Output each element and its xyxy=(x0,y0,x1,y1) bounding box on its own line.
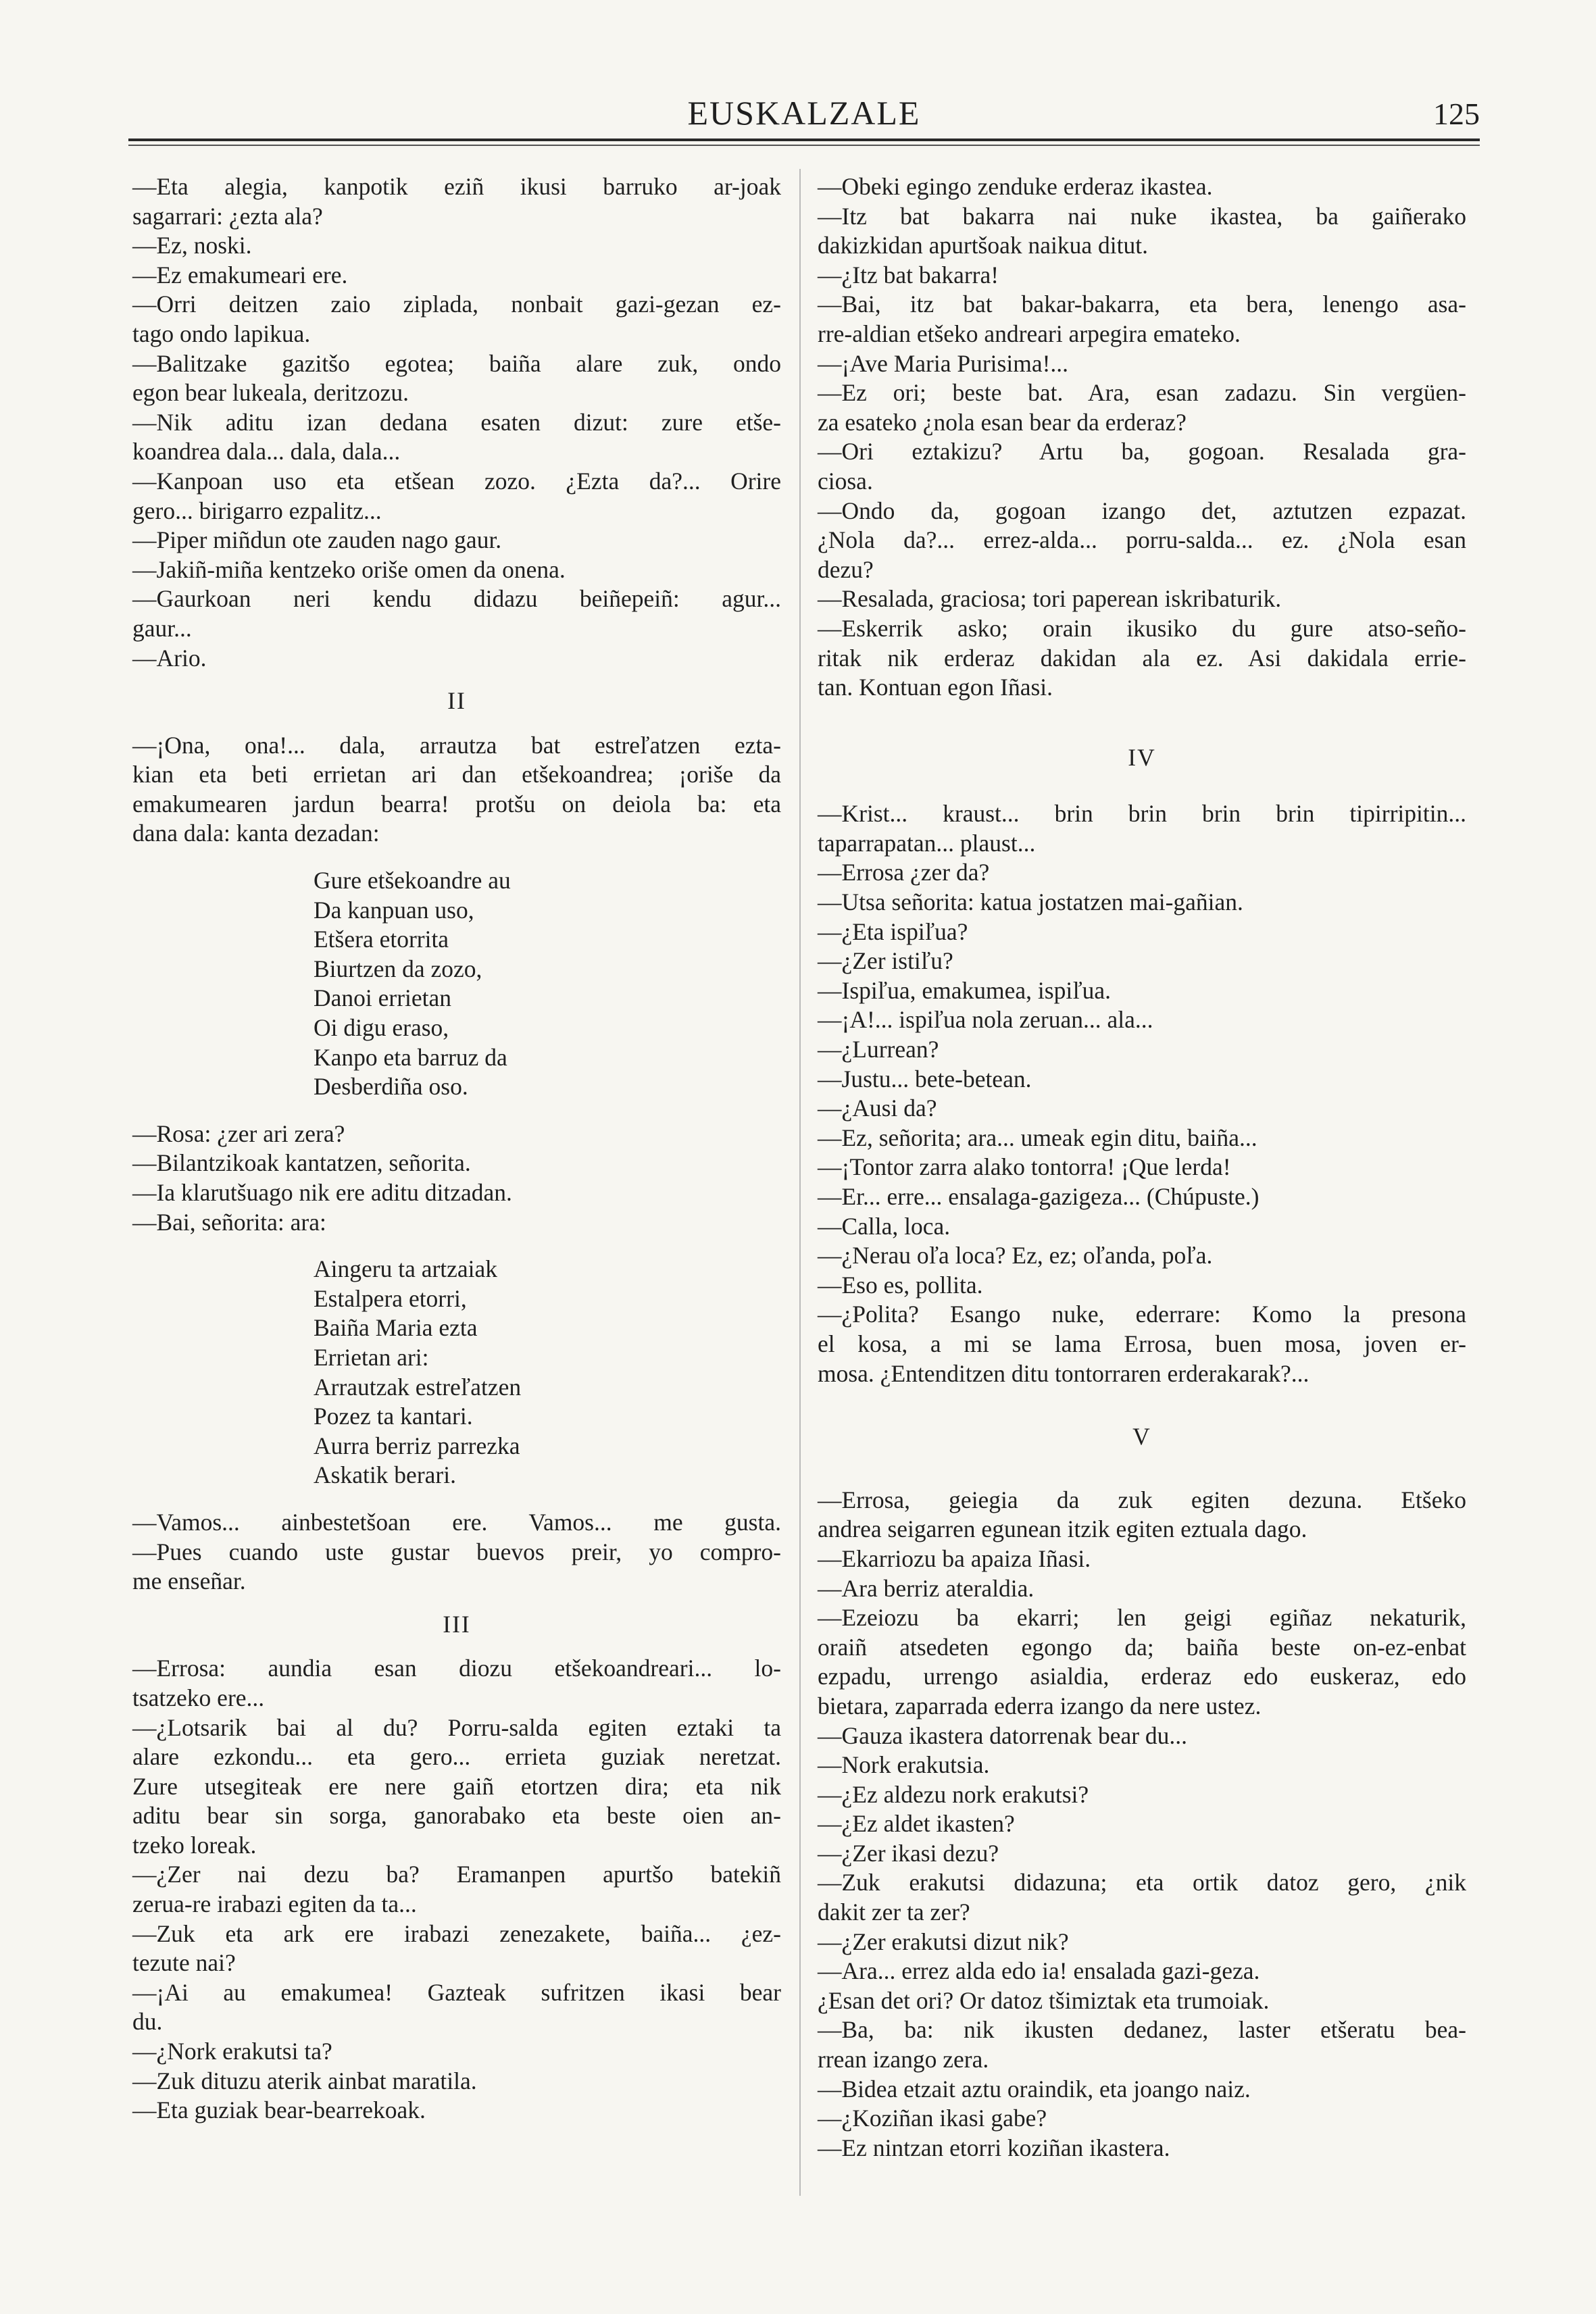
text-line: dezu? xyxy=(818,555,874,583)
text-line: —¡A!... ispiľua nola zeruan... ala... xyxy=(818,1006,1153,1034)
text-line: tsatzeko ere... xyxy=(132,1684,265,1711)
verse-line: Desberdiña oso. xyxy=(314,1073,468,1101)
text-line: —Ezeiozu ba ekarri; len geigi egiñaz nekaturik, xyxy=(818,1604,1466,1632)
text-line: —¿Zer istiľu? xyxy=(818,947,953,975)
text-line: —Ez, señorita; ara... umeak egin ditu, baiña... xyxy=(818,1124,1257,1151)
text-line: —¡Tontor zarra alako tontorra! ¡Que lerda! xyxy=(818,1153,1231,1181)
text-line: tzeko loreak. xyxy=(132,1831,257,1859)
text-line: sagarrari: ¿ezta ala? xyxy=(132,202,323,230)
text-line: —Er... erre... ensalaga-gazigeza... (Chúpuste.) xyxy=(818,1183,1260,1210)
text-line: —Ez ori; beste bat. Ara, esan zadazu. Sin vergüen- xyxy=(818,379,1466,407)
text-line: ciosa. xyxy=(818,467,873,495)
text-line: —Ez emakumeari ere. xyxy=(132,261,348,288)
text-line: —Ara... errez alda edo ia! ensalada gazi-geza. xyxy=(818,1957,1260,1985)
text-line: —Errosa, geiegia da zuk egiten dezuna. Etšeko xyxy=(818,1486,1466,1513)
verse-line: Askatik berari. xyxy=(314,1461,456,1489)
text-line: —¡Ai au emakumea! Gazteak sufritzen ikasi bear xyxy=(132,1978,781,2006)
text-line: dakizkidan apurtšoak naikua ditut. xyxy=(818,232,1148,259)
paragraph xyxy=(818,1486,1466,2163)
text-line: kian eta beti errietan ari dan etšekoandrea; ¡oriše da xyxy=(132,761,781,788)
verse-line: Aurra berriz parrezka xyxy=(314,1432,520,1459)
text-line: dana dala: kanta dezadan: xyxy=(132,820,380,847)
text-line: —Ispiľua, emakumea, ispiľua. xyxy=(818,976,1112,1004)
text-line: tezute nai? xyxy=(132,1949,236,1977)
text-line: —Eskerrik asko; orain ikusiko du gure atso-seño- xyxy=(818,614,1466,642)
text-line: —Bidea etzait aztu oraindik, eta joango naiz. xyxy=(818,2075,1251,2103)
text-line: —Ekarriozu ba apaiza Iñasi. xyxy=(818,1544,1091,1572)
text-line: —Balitzake gazitšo egotea; baiña alare zuk, ondo xyxy=(132,349,781,377)
text-line: taparrapatan... plaust... xyxy=(818,829,1036,857)
text-line: egon bear lukeala, deritzozu. xyxy=(132,379,409,407)
text-line: —Bai, señorita: ara: xyxy=(132,1208,326,1236)
paragraph xyxy=(132,731,781,849)
left-column xyxy=(132,172,781,2126)
verse-line: Etšera etorrita xyxy=(314,926,449,953)
text-line: —Bilantzikoak kantatzen, señorita. xyxy=(132,1149,471,1177)
text-line: —Pues cuando uste gustar buevos preir, yo compro- xyxy=(132,1538,781,1565)
text-line: —Rosa: ¿zer ari zera? xyxy=(132,1120,345,1147)
text-line: —¿Koziñan ikasi gabe? xyxy=(818,2105,1047,2132)
text-line: —¿Ez aldet ikasten? xyxy=(818,1810,1015,1838)
text-line: —Utsa señorita: katua jostatzen mai-gañian. xyxy=(818,888,1243,916)
verse xyxy=(132,1255,781,1490)
paragraph xyxy=(818,172,1466,703)
text-line: —Ez, noski. xyxy=(132,232,252,259)
section-heading: II xyxy=(447,687,466,715)
text-line: —Orri deitzen zaio ziplada, nonbait gazi-gezan ez- xyxy=(132,291,781,318)
text-line: —Jakiñ-miña kentzeko oriše omen da onena. xyxy=(132,555,566,583)
text-line: me enseñar. xyxy=(132,1567,246,1595)
page-number: 125 xyxy=(1433,97,1480,131)
paragraph xyxy=(132,172,781,673)
text-line: —Ario. xyxy=(132,644,207,672)
text-line: aditu bear sin sorga, ganorabako eta beste oien an- xyxy=(132,1802,781,1830)
text-line: —Eta guziak bear-bearrekoak. xyxy=(132,2096,426,2124)
text-line: —Eta alegia, kanpotik eziñ ikusi barruko ar-joak xyxy=(132,173,781,200)
text-line: —Resalada, graciosa; tori paperean iskribaturik. xyxy=(818,585,1282,613)
paragraph xyxy=(132,1120,781,1237)
verse xyxy=(132,866,781,1102)
text-line: rre-aldian etšeko andreari arpegira emateko. xyxy=(818,320,1241,347)
verse-line: Arrautzak estreľatzen xyxy=(314,1373,522,1401)
verse-line: Baiña Maria ezta xyxy=(314,1314,478,1342)
verse-line: Kanpo eta barruz da xyxy=(314,1043,507,1071)
text-line: —Obeki egingo zenduke erderaz ikastea. xyxy=(818,173,1213,200)
text-line: zerua-re irabazi egiten da ta... xyxy=(132,1890,417,1918)
text-line: rrean izango zera. xyxy=(818,2046,989,2073)
text-line: —¡Ona, ona!... dala, arrautza bat estreľatzen ezta- xyxy=(132,731,781,759)
text-line: —¿Zer nai dezu ba? Eramanpen apurtšo batekiñ xyxy=(132,1861,781,1888)
text-line: andrea seigarren egunean itzik egiten eztuala dago. xyxy=(818,1515,1307,1543)
section-heading: III xyxy=(443,1610,471,1638)
text-line: ritak nik erderaz dakidan ala ez. Asi dakidala errie- xyxy=(818,644,1466,672)
running-head xyxy=(128,93,1480,134)
text-line: —Errosa: aundia esan diozu etšekoandreari... lo- xyxy=(132,1655,781,1682)
text-line: —¿Eta ispiľua? xyxy=(818,917,968,945)
text-line: —Calla, loca. xyxy=(818,1212,951,1240)
text-line: —¿Nork erakutsi ta? xyxy=(132,2038,332,2065)
header-rule-thin xyxy=(128,145,1480,146)
text-line: tago ondo lapikua. xyxy=(132,320,311,347)
text-line: —Nik aditu izan dedana esaten dizut: zure etše- xyxy=(132,408,781,436)
text-line: ¿Nola da?... errez-alda... porru-salda... ez. ¿Nola esan xyxy=(818,526,1466,554)
text-line: —¿Zer erakutsi dizut nik? xyxy=(818,1928,1069,1955)
text-line: —Errosa ¿zer da? xyxy=(818,859,990,886)
paragraph xyxy=(132,1508,781,1596)
text-line: —Krist... kraust... brin brin brin brin tipirripitin... xyxy=(818,800,1466,828)
text-line: —Vamos... ainbestetšoan ere. Vamos... me gusta. xyxy=(132,1508,781,1536)
text-line: —¿Ez aldezu nork erakutsi? xyxy=(818,1780,1089,1808)
text-line: du. xyxy=(132,2008,163,2036)
text-line: —¿Ausi da? xyxy=(818,1095,937,1122)
text-line: ¿Esan det ori? Or datoz tšimiztak eta trumoiak. xyxy=(818,1986,1270,2014)
text-line: —Ez nintzan etorri koziñan ikastera. xyxy=(818,2134,1170,2161)
verse-line: Estalpera etorri, xyxy=(314,1284,467,1312)
text-line: —¿Polita? Esango nuke, ederrare: Komo la presona xyxy=(818,1301,1466,1328)
text-line: —¿Zer ikasi dezu? xyxy=(818,1839,999,1867)
verse-line: Biurtzen da zozo, xyxy=(314,955,482,982)
verse-line: Pozez ta kantari. xyxy=(314,1403,473,1430)
text-line: —Ondo da, gogoan izango det, aztutzen ezpazat. xyxy=(818,497,1466,524)
column-divider xyxy=(799,169,801,2196)
text-line: —Zuk dituzu aterik ainbat maratila. xyxy=(132,2067,477,2094)
verse-line: Oi digu eraso, xyxy=(314,1014,449,1042)
text-line: koandrea dala... dala, dala... xyxy=(132,438,401,466)
text-line: —Piper miñdun ote zauden nago gaur. xyxy=(132,526,502,554)
text-line: —Nork erakutsia. xyxy=(818,1751,990,1779)
text-line: —Zuk eta ark ere irabazi zenezakete, baiña... ¿ez- xyxy=(132,1919,781,1947)
text-line: —Ba, ba: nik ikusten dedanez, laster etšeratu bea- xyxy=(818,2016,1466,2044)
text-line: —¿Itz bat bakarra! xyxy=(818,261,999,288)
verse-line: Danoi errietan xyxy=(314,984,452,1012)
section-heading: V xyxy=(1132,1423,1151,1451)
text-line: —Ara berriz ateraldia. xyxy=(818,1574,1034,1602)
verse-line: Errietan ari: xyxy=(314,1343,429,1371)
text-line: ezpadu, urrengo asialdia, erderaz edo euskeraz, edo xyxy=(818,1663,1466,1690)
text-line: alare ezkondu... eta gero... errieta guziak neretzat. xyxy=(132,1743,781,1771)
text-line: Zure utsegiteak ere nere gaiñ etortzen dira; eta nik xyxy=(132,1772,781,1800)
text-line: —Itz bat bakarra nai nuke ikastea, ba gaiñerako xyxy=(818,202,1466,230)
text-line: —¿Lotsarik bai al du? Porru-salda egiten eztaki ta xyxy=(132,1713,781,1741)
text-line: mosa. ¿Entenditzen ditu tontorraren erderakarak?... xyxy=(818,1359,1310,1387)
text-line: —Kanpoan uso eta etšean zozo. ¿Ezta da?... Orire xyxy=(132,467,781,495)
header-rule xyxy=(128,139,1480,141)
text-line: —Eso es, pollita. xyxy=(818,1271,983,1299)
text-line: za esateko ¿nola esan bear da erderaz? xyxy=(818,408,1187,436)
right-column xyxy=(818,172,1466,2163)
text-line: —¿Lurrean? xyxy=(818,1036,939,1063)
verse-line: Da kanpuan uso, xyxy=(314,896,474,924)
text-line: tan. Kontuan egon Iñasi. xyxy=(818,674,1053,701)
running-title: EUSKALZALE xyxy=(687,94,921,132)
text-line: —Gauza ikastera datorrenak bear du... xyxy=(818,1721,1188,1749)
text-line: oraiñ atsedeten egongo da; baiña beste on-ez-enbat xyxy=(818,1633,1466,1661)
section-heading: IV xyxy=(1128,743,1156,771)
text-line: —¿Nerau oľa loca? Ez, ez; oľanda, poľa. xyxy=(818,1242,1213,1269)
text-line: bietara, zaparrada ederra izango da nere ustez. xyxy=(818,1692,1262,1719)
paragraph xyxy=(818,799,1466,1388)
text-line: gaur... xyxy=(132,614,192,642)
text-line: —Zuk erakutsi didazuna; eta ortik datoz gero, ¿nik xyxy=(818,1869,1466,1896)
verse-line: Aingeru ta artzaiak xyxy=(314,1255,498,1283)
text-line: dakit zer ta zer? xyxy=(818,1898,970,1926)
verse-line: Gure etšekoandre au xyxy=(314,867,511,895)
text-line: gero... birigarro ezpalitz... xyxy=(132,497,382,524)
text-line: —Ia klarutšuago nik ere aditu ditzadan. xyxy=(132,1179,512,1206)
text-line: —Gaurkoan neri kendu didazu beiñepeiñ: agur... xyxy=(132,585,781,613)
text-line: el kosa, a mi se lama Errosa, buen mosa, joven er- xyxy=(818,1330,1466,1357)
text-line: —Ori eztakizu? Artu ba, gogoan. Resalada gra- xyxy=(818,438,1466,466)
text-line: —Justu... bete-betean. xyxy=(818,1065,1032,1092)
text-line: —¡Ave Maria Purisima!... xyxy=(818,349,1069,377)
text-line: emakumearen jardun bearra! protšu on deiola ba: eta xyxy=(132,790,781,818)
paragraph xyxy=(132,1654,781,2126)
text-line: —Bai, itz bat bakar-bakarra, eta bera, lenengo asa- xyxy=(818,291,1466,318)
